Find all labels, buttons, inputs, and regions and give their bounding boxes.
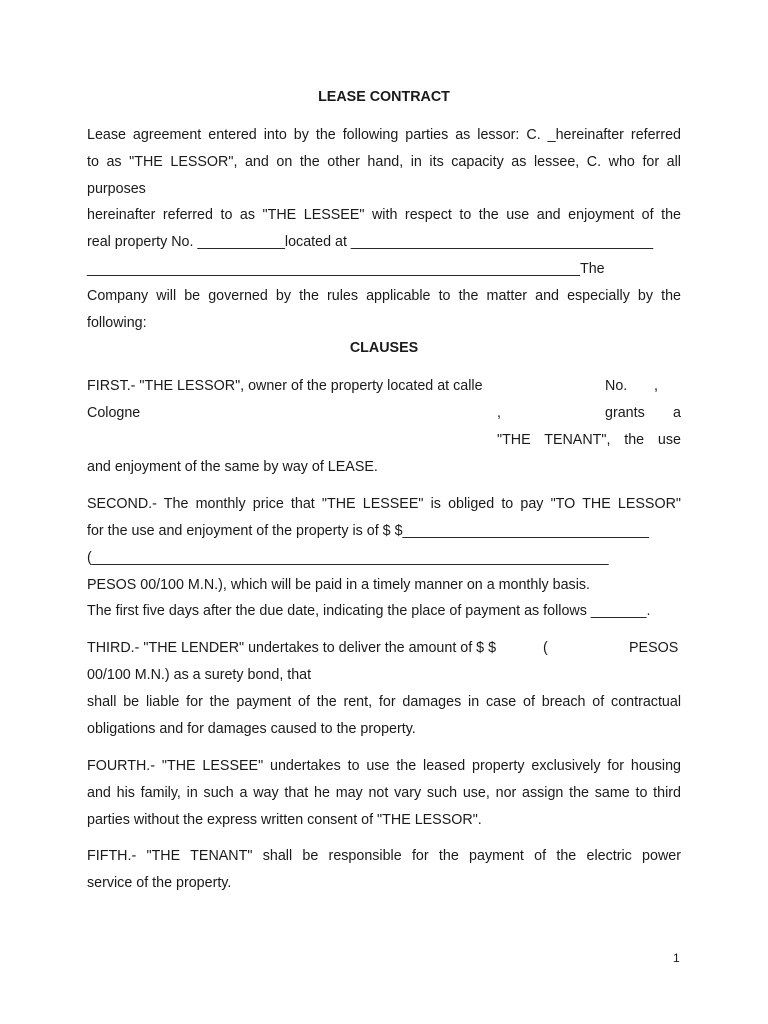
first-clause-comma: , — [497, 405, 501, 421]
first-clause-line: FIRST.- "THE LESSOR", owner of the property located at calle — [87, 378, 483, 394]
fourth-clause-line: parties without the express written consent of "THE LESSOR". — [87, 812, 482, 828]
page-number: 1 — [673, 951, 680, 965]
second-clause-line: SECOND.- The monthly price that "THE LESSEE" is obliged to pay "TO THE LESSOR" — [87, 496, 681, 512]
third-clause-paren: ( — [543, 640, 548, 656]
third-clause-pesos: PESOS — [629, 640, 679, 656]
clauses-heading: CLAUSES — [349, 340, 419, 356]
first-clause-line: and enjoyment of the same by way of LEASE. — [87, 459, 378, 475]
first-clause-no: No. — [605, 378, 628, 394]
first-clause-line: Cologne — [87, 405, 141, 421]
fourth-clause-line: and his family, in such a way that he may not vary such use, nor assign the same to third — [87, 785, 681, 801]
first-clause-line: "THE TENANT", the use — [497, 432, 681, 448]
third-clause-line: obligations and for damages caused to the property. — [87, 721, 416, 737]
third-clause-line: THIRD.- "THE LENDER" undertakes to deliver the amount of $ $ — [87, 640, 497, 656]
intro-line: ______________________________________________________________The — [87, 261, 605, 277]
third-clause-line: shall be liable for the payment of the rent, for damages in case of breach of contractual — [87, 694, 681, 710]
intro-line: to as "THE LESSOR", and on the other hand, in its capacity as lessee, C. who for all — [87, 154, 681, 170]
intro-line: Company will be governed by the rules applicable to the matter and especially by the — [87, 288, 681, 304]
fifth-clause-line: FIFTH.- "THE TENANT" shall be responsible for the payment of the electric power — [87, 848, 681, 864]
document-title: LEASE CONTRACT — [318, 89, 450, 105]
intro-line: Lease agreement entered into by the following parties as lessor: C. _hereinafter referred — [87, 127, 681, 143]
fourth-clause-line: FOURTH.- "THE LESSEE" undertakes to use the leased property exclusively for housing — [87, 758, 681, 774]
second-clause-line: PESOS 00/100 M.N.), which will be paid in a timely manner on a monthly basis. — [87, 577, 591, 593]
first-clause-grants: grants a — [605, 405, 681, 421]
first-clause-comma: , — [654, 378, 658, 394]
intro-line: hereinafter referred to as "THE LESSEE" with respect to the use and enjoyment of the — [87, 207, 681, 223]
fifth-clause-line: service of the property. — [87, 875, 232, 891]
intro-line: purposes — [87, 181, 146, 197]
second-clause-line: for the use and enjoyment of the property is of $ $_______________________________ — [87, 523, 650, 539]
second-clause-line: The first five days after the due date, indicating the place of payment as follows _______. — [87, 603, 651, 619]
intro-line: following: — [87, 315, 147, 331]
intro-line: real property No. ___________located at ______________________________________ — [87, 234, 654, 250]
second-clause-line: (_________________________________________________________________ — [87, 550, 609, 566]
third-clause-line: 00/100 M.N.) as a surety bond, that — [87, 667, 312, 683]
